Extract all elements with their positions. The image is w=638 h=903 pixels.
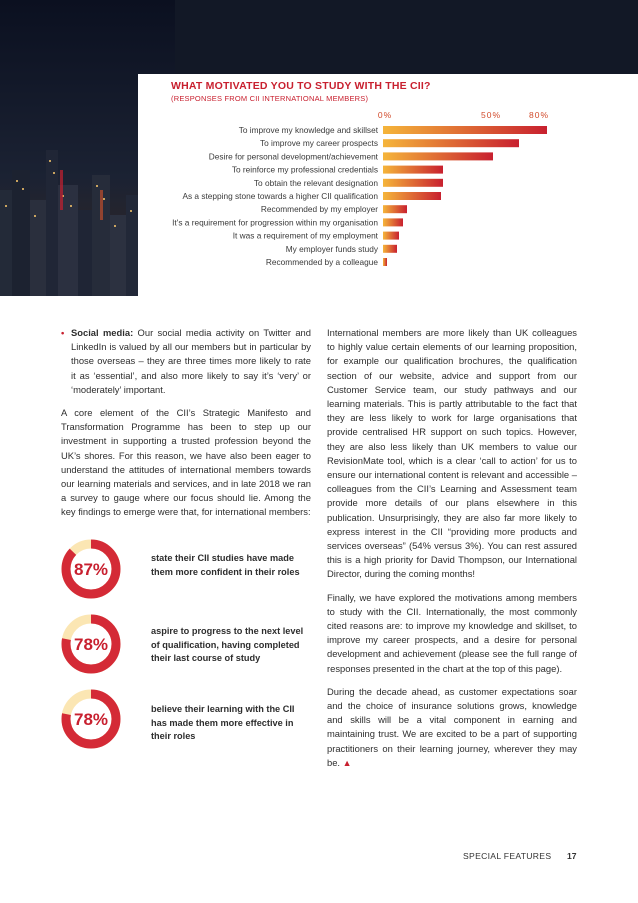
bar-category-label: Desire for personal development/achievement — [208, 151, 378, 162]
bar — [383, 126, 547, 134]
stat-percent: 78% — [73, 635, 109, 654]
bar — [383, 205, 407, 213]
paragraph-international: International members are more likely than UK colleagues to highly value certain elements of our learning proposition, for example our qualification brochures, the qualification section of our website, advice and support from our Customer Service team, our study pathways and our learning materials. This is partly attributable to the fact that they are less likely to work for large organisations that provide centralised HR support on such topics. However, they are also less likely than UK members to value our RevisionMate tool, which is a clear ‘call to action’ for us to ensure our international content is relevant and accessible – colleagues from the CII’s Learning and Assessment team provide more details of our plans elsewhere in this publication. Unsurprisingly, they are also far more likely to express interest in the CII “providing more products and services overseas” (54% versus 3%). You can rest assured this is a high priority for David Thompson, our International Director, during the coming months! — [327, 327, 577, 580]
donut-chart — [60, 688, 122, 750]
bar — [383, 139, 519, 147]
bar — [383, 245, 397, 253]
bar-category-label: To improve my career prospects — [259, 138, 378, 149]
bar-category-label: It's a requirement for progression within my organisation — [172, 217, 378, 228]
stat-description: believe their learning with the CII has made them more effective in their roles — [151, 704, 295, 741]
stat-percent: 78% — [73, 710, 109, 729]
bar-category-label: My employer funds study — [285, 243, 378, 254]
bar — [383, 258, 387, 266]
bar — [383, 166, 443, 174]
right-column — [327, 326, 577, 779]
axis-tick-label: 80% — [528, 110, 550, 120]
hero-banner — [0, 0, 638, 296]
stat-description: state their CII studies have made them more confident in their roles — [151, 553, 300, 577]
closing-text: During the decade ahead, as customer expectations soar and the choice of insurance solutions grows, knowledge and skills will be a vital component in earning and maintaining trust. We are excited to be a part of supporting practitioners on their learning journey, wherever they may be. — [327, 685, 577, 768]
bullet-dot-icon: • — [61, 327, 65, 338]
stat-percent: 87% — [73, 560, 109, 579]
axis-tick-label: 0% — [377, 110, 393, 120]
axis-tick-label: 50% — [480, 110, 502, 120]
bar-category-label: It was a requirement of my employment — [232, 230, 378, 241]
donut-chart — [60, 538, 122, 600]
bar-category-label: Recommended by a colleague — [265, 257, 378, 267]
bar — [383, 232, 399, 240]
bar — [383, 152, 493, 160]
social-media-bullet — [61, 326, 311, 397]
stat-description: aspire to progress to the next level of qualification, having completed their last course of study — [151, 626, 304, 663]
footer-section-label: SPECIAL FEATURES — [463, 851, 552, 861]
bar-category-label: As a stepping stone towards a higher CII qualification — [182, 191, 378, 201]
bar — [383, 179, 443, 187]
chart-subtitle: (RESPONSES FROM CII INTERNATIONAL MEMBERS) — [171, 94, 369, 103]
bar-category-label: Recommended by my employer — [260, 204, 378, 215]
donut-chart — [60, 613, 122, 675]
paragraph-motivations: Finally, we have explored the motivations among members to study with the CII. Internationally, the most commonly cited reasons are: to improve my knowledge and skillset, to improve my career prospects, and a desire for personal development and achievement (please see the full range of responses presented in the chart at the top of this page). — [327, 591, 577, 674]
intro-paragraph: A core element of the CII’s Strategic Manifesto and Transformation Programme has been to step up our investment in supporting a trusted profession beyond the UK’s shores. For this reason, we have also been eager to understand the attitudes of international members towards our learning materials and services, and in late 2018 we ran a survey to gauge where our focus should lie. Among the key findings to emerge were that, for international members: — [61, 407, 311, 518]
left-column — [61, 326, 311, 529]
bar-category-label: To improve my knowledge and skillset — [238, 125, 378, 135]
bar-category-label: To reinforce my professional credentials — [231, 164, 378, 175]
paragraph-closing — [327, 685, 577, 770]
bar-category-label: To obtain the relevant designation — [253, 177, 378, 188]
bullet-lead: Social media: — [71, 327, 134, 338]
bullet-text: Our social media activity on Twitter and LinkedIn is valued by all our members but in particular by those overseas – they are three times more likely to rate it as ‘essential’, and also more likely to say it’s ‘very’ or ‘moderately’ important. — [71, 327, 311, 395]
page-number: 17 — [567, 851, 577, 861]
motivation-bar-chart — [0, 0, 638, 296]
end-mark-icon: ▲ — [342, 757, 352, 768]
bar — [383, 192, 441, 200]
chart-title: WHAT MOTIVATED YOU TO STUDY WITH THE CII? — [171, 80, 431, 92]
bar — [383, 218, 403, 226]
